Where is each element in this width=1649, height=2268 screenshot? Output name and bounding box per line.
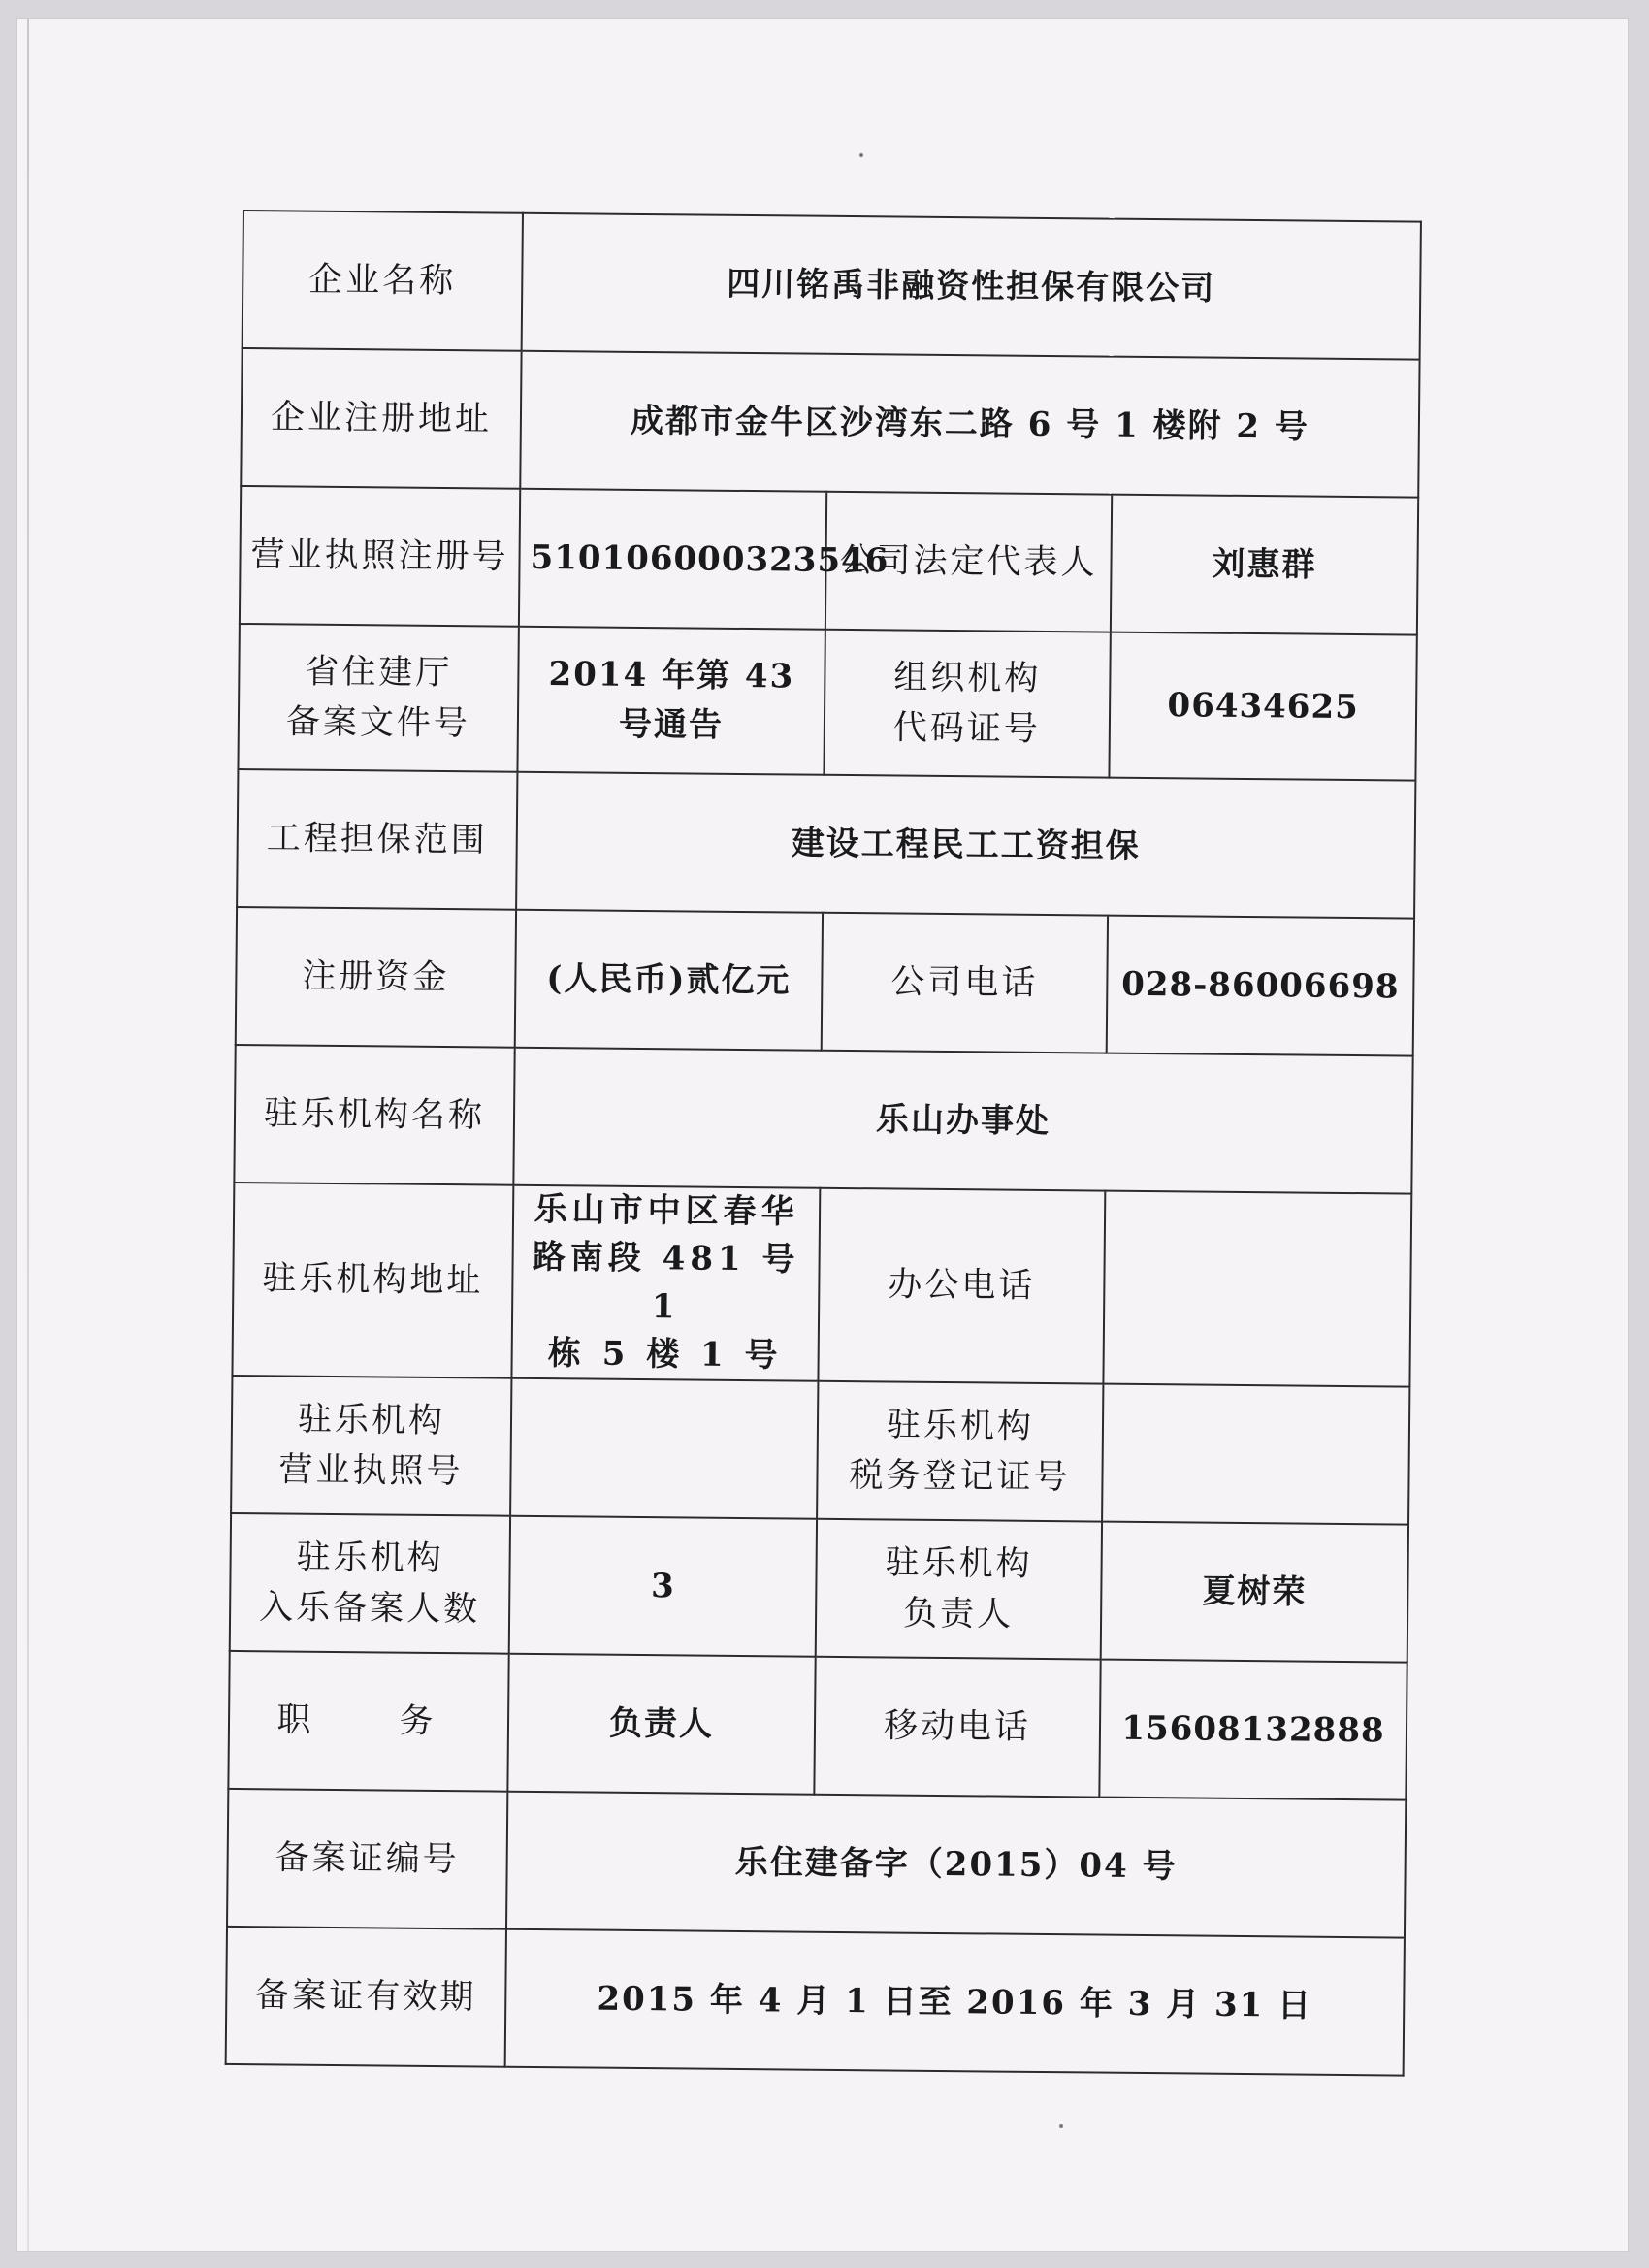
- label-filing-document: 省住建厅 备案文件号: [238, 624, 518, 772]
- scan-speck: [859, 153, 863, 157]
- row-position: [228, 1651, 1406, 1800]
- value-branch-license: [510, 1378, 818, 1519]
- value-filing-document: 2014 年第 43 号通告: [517, 627, 824, 775]
- value-branch-address: 乐山市中区春华 路南段 481 号 1 栋 5 楼 1 号: [511, 1185, 820, 1381]
- row-registered-address: [241, 348, 1419, 498]
- label-license-number: 营业执照注册号: [240, 486, 520, 627]
- registration-form-table: [225, 210, 1422, 2077]
- value-company-name: 四川铭禹非融资性担保有限公司: [522, 213, 1421, 360]
- label-filing-validity: 备案证有效期: [226, 1927, 506, 2067]
- label-filing-certificate-number: 备案证编号: [227, 1789, 507, 1929]
- row-company-name: [242, 211, 1421, 360]
- row-branch-license: [231, 1376, 1409, 1525]
- row-filing-document: [238, 624, 1416, 781]
- label-mobile-phone: 移动电话: [814, 1657, 1100, 1798]
- label-organization-code: 组织机构 代码证号: [824, 630, 1110, 778]
- value-filing-certificate-number: 乐住建备字（2015）04 号: [506, 1792, 1406, 1938]
- label-branch-address: 驻乐机构地址: [232, 1183, 513, 1378]
- label-branch-license: 驻乐机构 营业执照号: [231, 1376, 511, 1516]
- value-registered-address: 成都市金牛区沙湾东二路 6 号 1 楼附 2 号: [520, 351, 1419, 498]
- value-legal-representative: 刘惠群: [1111, 495, 1418, 635]
- label-office-phone: 办公电话: [818, 1188, 1105, 1384]
- label-position: 职 务: [228, 1651, 508, 1792]
- row-branch-name: [234, 1045, 1412, 1194]
- value-registered-capital: (人民币)贰亿元: [515, 910, 823, 1051]
- value-position: 负责人: [507, 1654, 815, 1795]
- row-guarantee-scope: [237, 769, 1415, 919]
- value-branch-tax-registration: [1102, 1384, 1409, 1525]
- label-legal-representative: 公司法定代表人: [825, 492, 1112, 632]
- row-license-number: [240, 486, 1418, 635]
- value-filing-validity: 2015 年 4 月 1 日至 2016 年 3 月 31 日: [505, 1929, 1405, 2076]
- value-branch-staff-count: 3: [509, 1516, 817, 1657]
- value-organization-code: 06434625: [1109, 632, 1416, 781]
- label-company-phone: 公司电话: [822, 913, 1108, 1053]
- row-branch-address: [232, 1183, 1411, 1387]
- value-branch-manager: 夏树荣: [1101, 1522, 1408, 1663]
- label-branch-manager: 驻乐机构 负责人: [816, 1519, 1102, 1660]
- row-filing-validity: [226, 1927, 1405, 2076]
- label-registered-address: 企业注册地址: [241, 348, 521, 489]
- label-company-name: 企业名称: [242, 211, 523, 351]
- value-office-phone: [1103, 1191, 1411, 1387]
- label-branch-staff-count: 驻乐机构 入乐备案人数: [230, 1513, 510, 1654]
- row-filing-certificate-number: [227, 1789, 1406, 1938]
- value-guarantee-scope: 建设工程民工工资担保: [516, 772, 1415, 919]
- label-branch-name: 驻乐机构名称: [234, 1045, 514, 1185]
- label-guarantee-scope: 工程担保范围: [237, 769, 517, 910]
- label-branch-tax-registration: 驻乐机构 税务登记证号: [817, 1381, 1103, 1522]
- value-branch-name: 乐山办事处: [513, 1048, 1412, 1194]
- scan-speck: [1059, 2124, 1063, 2128]
- value-license-number: 510106000323546: [519, 489, 826, 630]
- value-company-phone: 028-86006698: [1107, 916, 1414, 1056]
- row-registered-capital: [236, 907, 1414, 1056]
- row-branch-staff: [230, 1513, 1408, 1663]
- document-page: [17, 19, 1628, 2251]
- value-mobile-phone: 15608132888: [1099, 1660, 1406, 1800]
- label-registered-capital: 注册资金: [236, 907, 516, 1048]
